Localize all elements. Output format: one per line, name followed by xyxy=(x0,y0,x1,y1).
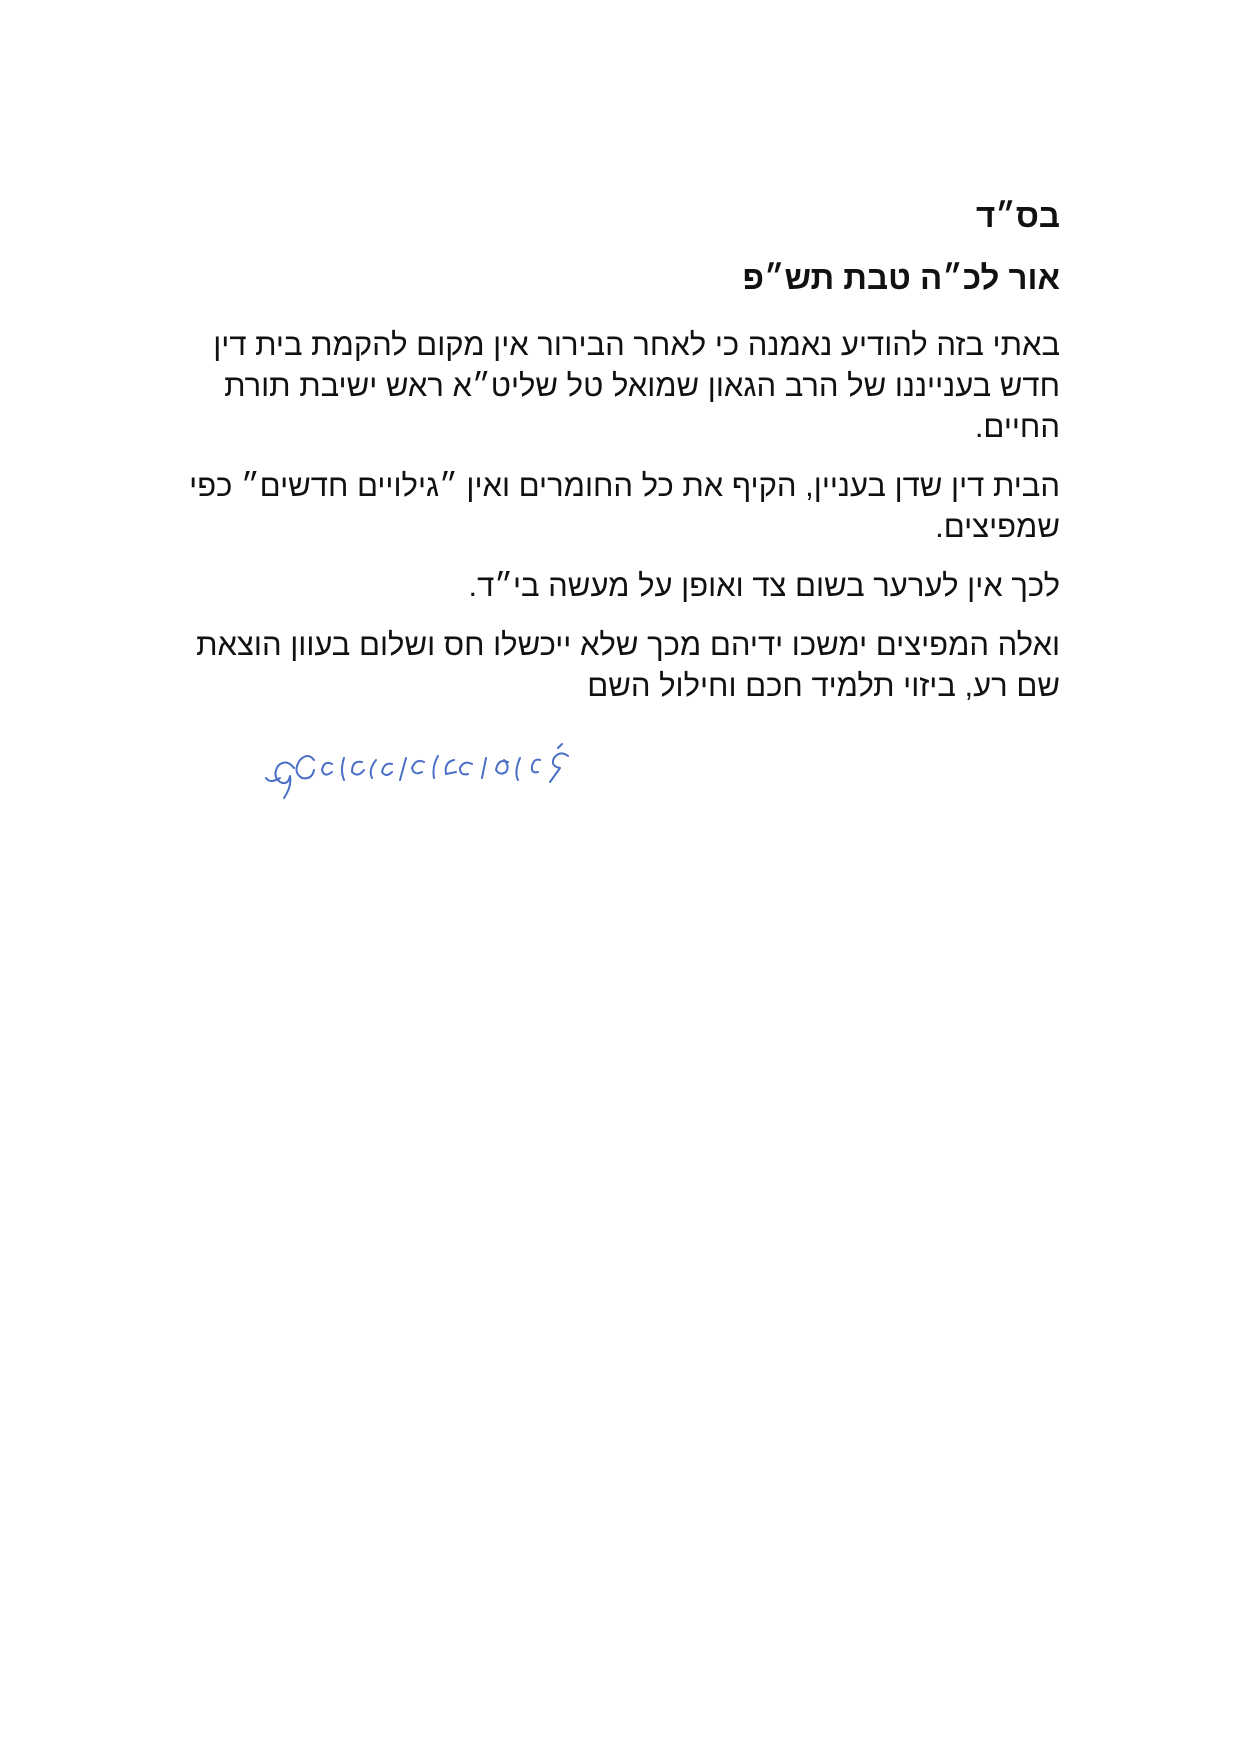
header-bsd: בס״ד xyxy=(976,197,1060,234)
letter-body xyxy=(160,196,1060,724)
paragraph-3: לכך אין לערער בשום צד ואופן על מעשה בי״ד. xyxy=(468,568,1060,603)
paragraph-1: באתי בזה להודיע נאמנה כי לאחר הבירור אין מקום להקמת בית דין חדש בענייננו של הרב הגאון שמואל טל שליט״א ראש ישיבת תורת החיים. xyxy=(213,327,1060,444)
paragraph-2: הבית דין שדן בעניין, הקיף את כל החומרים ואין ״גילויים חדשים״ כפי שמפיצים. xyxy=(189,468,1060,544)
handwritten-signature xyxy=(258,738,588,810)
paragraph-4: ואלה המפיצים ימשכו ידיהם מכך שלא ייכשלו חס ושלום בעוון הוצאת שם רע, ביזוי תלמיד חכם וחילול השם xyxy=(196,627,1060,703)
date-line: אור לכ״ה טבת תש״פ xyxy=(742,259,1060,296)
